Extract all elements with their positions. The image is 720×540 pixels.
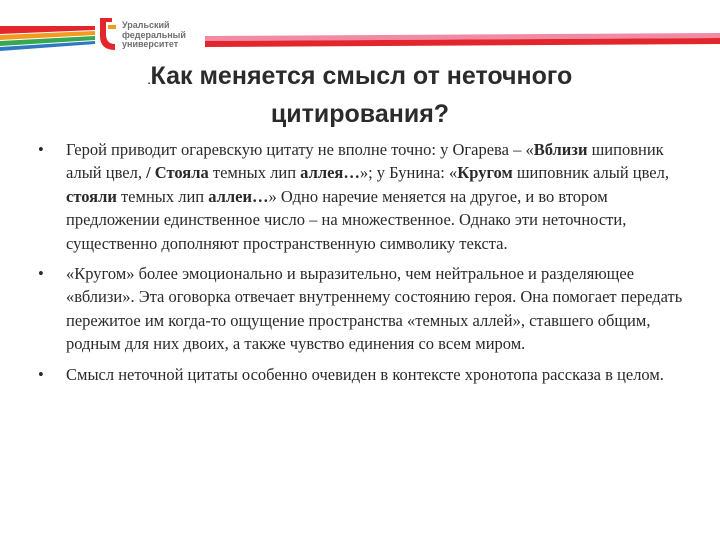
text-segment: «Кругом» более эмоционально и выразительно, чем нейтральное и разделяющее «вблизи». Эта оговорка отвечает внутреннему состоянию героя. Она помогает передать пережитое им когда-то ощущение пространства «темных аллей», ставшего общим, родным для них двоих, а также чувство единения со всем миром.: [66, 264, 683, 354]
text-segment: шиповник алый цвел,: [66, 140, 664, 183]
bullet-icon: •: [38, 364, 44, 384]
bold-text-segment: Кругом: [457, 163, 513, 183]
title-line-1-text: Как меняется смысл от неточного: [150, 62, 573, 90]
text-segment: » Одно наречие меняется на другое, и во втором предложении единственное число – на множественное. Однако эти неточности, существенно дополняют пространственную символику текста.: [66, 186, 627, 253]
title-line-2: цитирования?: [270, 100, 450, 128]
bold-text-segment: аллея…: [300, 163, 360, 183]
bold-text-segment: / Стояла: [146, 163, 209, 183]
slide-title: [60, 60, 660, 130]
bullet-icon: •: [38, 140, 44, 159]
title-dot: .: [147, 76, 151, 87]
bold-text-segment: аллеи…: [208, 186, 269, 206]
paragraph-2: [66, 264, 682, 353]
bullet-item-3: [38, 363, 688, 386]
paragraph-3: [66, 365, 664, 384]
text-segment: Смысл неточной цитаты особенно очевиден в контексте хронотопа рассказа в целом.: [66, 364, 664, 384]
title-line-1: [60, 60, 660, 98]
header-stripes: [0, 0, 720, 60]
university-logo-text: [122, 21, 186, 50]
logo-line-3: университет: [122, 39, 179, 49]
text-segment: »; у Бунина: «: [359, 163, 458, 183]
university-logo-icon: [100, 18, 115, 50]
bullet-list: [38, 138, 688, 393]
bullet-icon: •: [38, 264, 44, 284]
text-segment: темных лип: [208, 163, 301, 183]
text-segment: Герой приводит огаревскую цитату не вполне точно: у Огарева – «: [66, 140, 534, 159]
paragraph-1: [66, 140, 669, 253]
bold-text-segment: стояли: [66, 186, 117, 206]
bullet-item-1: [38, 138, 688, 255]
university-logo-accent-icon: [108, 25, 116, 29]
bullet-item-2: [38, 262, 688, 356]
bold-text-segment: Вблизи: [533, 140, 588, 159]
logo-line-1: Уральский: [122, 20, 170, 30]
text-segment: темных лип: [116, 186, 209, 206]
logo-line-2: федеральный: [122, 29, 186, 40]
text-segment: шиповник алый цвел,: [512, 163, 669, 183]
